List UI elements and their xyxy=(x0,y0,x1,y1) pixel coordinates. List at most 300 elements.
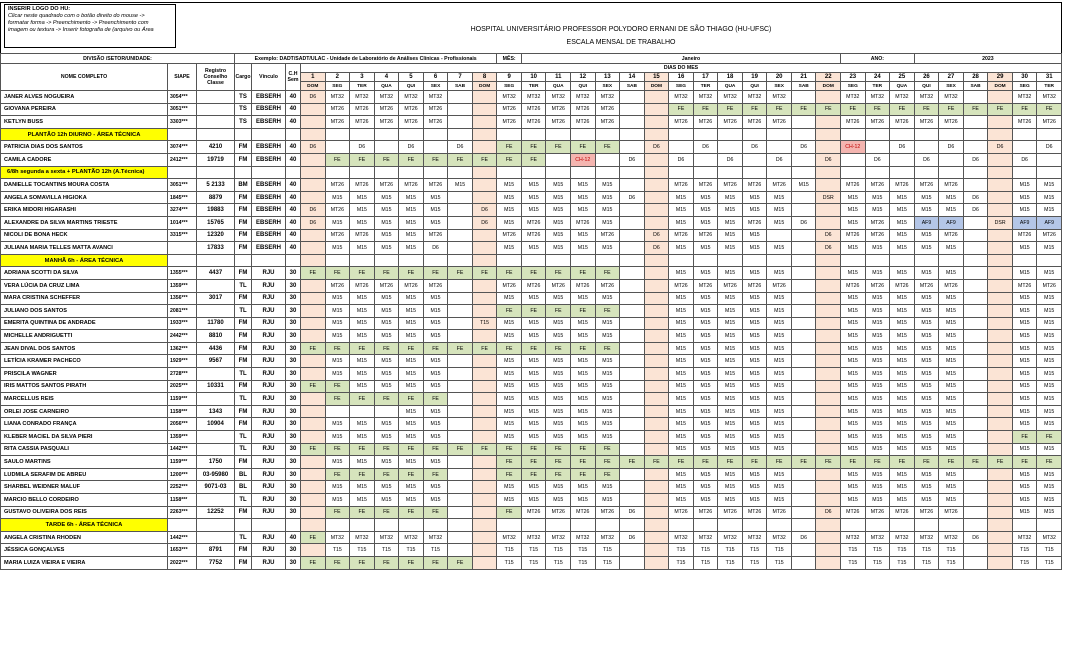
shift-cell-day-24[interactable]: M15 xyxy=(865,431,890,444)
shift-cell-day-21[interactable] xyxy=(791,431,816,444)
shift-cell-day-12[interactable]: FE xyxy=(571,443,596,456)
shift-cell-day-9[interactable]: M15 xyxy=(497,330,522,343)
shift-cell-day-26[interactable]: T15 xyxy=(914,544,939,557)
siape-cell[interactable]: 3315*** xyxy=(168,229,197,242)
cargo-cell[interactable]: FM xyxy=(235,292,252,305)
shift-cell-day-4[interactable]: M15 xyxy=(374,204,399,217)
shift-cell-day-31[interactable]: M15 xyxy=(1037,468,1062,481)
shift-cell-day-25[interactable]: T15 xyxy=(890,556,915,569)
shift-cell-day-31[interactable]: M15 xyxy=(1037,242,1062,255)
shift-cell-day-24[interactable]: M15 xyxy=(865,292,890,305)
employee-name[interactable]: SAULO MARTINS xyxy=(1,456,168,469)
shift-cell-day-6[interactable] xyxy=(423,141,448,154)
cargo-cell[interactable]: TL xyxy=(235,305,252,318)
shift-cell-day-18[interactable] xyxy=(718,141,743,154)
shift-cell-day-17[interactable]: MT26 xyxy=(693,116,718,129)
shift-cell-day-23[interactable]: M15 xyxy=(841,216,866,229)
shift-cell-day-11[interactable]: MT32 xyxy=(546,91,571,104)
shift-cell-day-3[interactable]: MT26 xyxy=(350,229,375,242)
shift-cell-day-18[interactable]: M15 xyxy=(718,393,743,406)
shift-cell-day-7[interactable]: D6 xyxy=(448,141,473,154)
workload-cell[interactable]: 40 xyxy=(286,242,301,255)
shift-cell-day-12[interactable]: M15 xyxy=(571,393,596,406)
shift-cell-day-3[interactable]: T15 xyxy=(350,544,375,557)
workload-cell[interactable]: 40 xyxy=(286,153,301,166)
shift-cell-day-12[interactable]: M15 xyxy=(571,355,596,368)
shift-cell-day-16[interactable]: MT26 xyxy=(669,506,694,519)
shift-cell-day-8[interactable] xyxy=(472,418,497,431)
shift-cell-day-3[interactable]: MT26 xyxy=(350,103,375,116)
workload-cell[interactable]: 30 xyxy=(286,393,301,406)
employee-name[interactable]: JEAN DIVAL DOS SANTOS xyxy=(1,342,168,355)
shift-cell-day-21[interactable]: FE xyxy=(791,103,816,116)
shift-cell-day-13[interactable]: M15 xyxy=(595,330,620,343)
shift-cell-day-5[interactable]: M15 xyxy=(399,305,424,318)
shift-cell-day-17[interactable]: D6 xyxy=(693,141,718,154)
shift-cell-day-9[interactable]: M15 xyxy=(497,355,522,368)
shift-cell-day-14[interactable]: D6 xyxy=(620,506,645,519)
shift-cell-day-30[interactable]: M15 xyxy=(1012,305,1037,318)
shift-cell-day-15[interactable] xyxy=(644,481,669,494)
shift-cell-day-12[interactable]: MT26 xyxy=(571,506,596,519)
shift-cell-day-8[interactable] xyxy=(472,368,497,381)
shift-cell-day-7[interactable] xyxy=(448,204,473,217)
shift-cell-day-19[interactable]: M15 xyxy=(742,342,767,355)
shift-cell-day-1[interactable] xyxy=(301,393,326,406)
employee-name[interactable]: MARCIO BELLO CORDEIRO xyxy=(1,494,168,507)
shift-cell-day-26[interactable]: M15 xyxy=(914,229,939,242)
shift-cell-day-9[interactable]: FE xyxy=(497,443,522,456)
shift-cell-day-14[interactable]: D6 xyxy=(620,191,645,204)
shift-cell-day-25[interactable]: MT26 xyxy=(890,116,915,129)
shift-cell-day-28[interactable] xyxy=(963,330,988,343)
shift-cell-day-14[interactable] xyxy=(620,418,645,431)
shift-cell-day-12[interactable]: M15 xyxy=(571,380,596,393)
shift-cell-day-6[interactable]: M15 xyxy=(423,204,448,217)
shift-cell-day-13[interactable]: M15 xyxy=(595,292,620,305)
shift-cell-day-3[interactable]: M15 xyxy=(350,456,375,469)
shift-cell-day-29[interactable] xyxy=(988,531,1013,544)
shift-cell-day-1[interactable]: D6 xyxy=(301,141,326,154)
shift-cell-day-7[interactable] xyxy=(448,393,473,406)
shift-cell-day-4[interactable]: MT26 xyxy=(374,103,399,116)
shift-cell-day-15[interactable] xyxy=(644,267,669,280)
shift-cell-day-24[interactable]: MT26 xyxy=(865,279,890,292)
shift-cell-day-20[interactable]: MT26 xyxy=(767,179,792,192)
shift-cell-day-22[interactable] xyxy=(816,292,841,305)
workload-cell[interactable]: 40 xyxy=(286,179,301,192)
shift-cell-day-7[interactable]: FE xyxy=(448,556,473,569)
shift-cell-day-21[interactable] xyxy=(791,405,816,418)
registro-cell[interactable] xyxy=(197,443,235,456)
shift-cell-day-22[interactable] xyxy=(816,368,841,381)
shift-cell-day-20[interactable]: MT26 xyxy=(767,116,792,129)
shift-cell-day-19[interactable]: T15 xyxy=(742,556,767,569)
shift-cell-day-29[interactable] xyxy=(988,153,1013,166)
workload-cell[interactable]: 30 xyxy=(286,506,301,519)
shift-cell-day-30[interactable]: M15 xyxy=(1012,267,1037,280)
shift-cell-day-19[interactable]: D6 xyxy=(742,141,767,154)
shift-cell-day-9[interactable]: MT32 xyxy=(497,91,522,104)
workload-cell[interactable]: 30 xyxy=(286,456,301,469)
shift-cell-day-23[interactable]: M15 xyxy=(841,305,866,318)
shift-cell-day-18[interactable]: MT26 xyxy=(718,279,743,292)
shift-cell-day-3[interactable]: MT26 xyxy=(350,279,375,292)
shift-cell-day-11[interactable]: M15 xyxy=(546,229,571,242)
shift-cell-day-13[interactable]: M15 xyxy=(595,431,620,444)
shift-cell-day-26[interactable]: M15 xyxy=(914,393,939,406)
shift-cell-day-16[interactable]: M15 xyxy=(669,292,694,305)
shift-cell-day-17[interactable]: M15 xyxy=(693,305,718,318)
shift-cell-day-27[interactable]: M15 xyxy=(939,368,964,381)
shift-cell-day-14[interactable]: D6 xyxy=(620,153,645,166)
workload-cell[interactable]: 40 xyxy=(286,116,301,129)
employee-name[interactable]: ORLEI JOSE CARNEIRO xyxy=(1,405,168,418)
shift-cell-day-18[interactable]: MT26 xyxy=(718,506,743,519)
shift-cell-day-29[interactable] xyxy=(988,368,1013,381)
shift-cell-day-13[interactable]: M15 xyxy=(595,204,620,217)
shift-cell-day-6[interactable]: FE xyxy=(423,468,448,481)
shift-cell-day-11[interactable]: MT26 xyxy=(546,103,571,116)
shift-cell-day-24[interactable]: M15 xyxy=(865,494,890,507)
shift-cell-day-30[interactable]: M15 xyxy=(1012,468,1037,481)
shift-cell-day-12[interactable]: M15 xyxy=(571,368,596,381)
shift-cell-day-2[interactable]: M15 xyxy=(325,494,350,507)
shift-cell-day-27[interactable]: MT26 xyxy=(939,179,964,192)
shift-cell-day-21[interactable]: D6 xyxy=(791,141,816,154)
shift-cell-day-25[interactable]: M15 xyxy=(890,468,915,481)
shift-cell-day-17[interactable]: M15 xyxy=(693,393,718,406)
shift-cell-day-29[interactable] xyxy=(988,292,1013,305)
workload-cell[interactable]: 40 xyxy=(286,191,301,204)
employee-name[interactable]: LUDMILA SERAFIM DE ABREU xyxy=(1,468,168,481)
shift-cell-day-16[interactable]: M15 xyxy=(669,342,694,355)
shift-cell-day-7[interactable] xyxy=(448,380,473,393)
shift-cell-day-25[interactable]: M15 xyxy=(890,191,915,204)
shift-cell-day-12[interactable]: T15 xyxy=(571,544,596,557)
shift-cell-day-5[interactable]: M15 xyxy=(399,204,424,217)
shift-cell-day-6[interactable]: FE xyxy=(423,443,448,456)
shift-cell-day-19[interactable]: MT32 xyxy=(742,91,767,104)
shift-cell-day-29[interactable] xyxy=(988,91,1013,104)
registro-cell[interactable]: 1343 xyxy=(197,405,235,418)
shift-cell-day-8[interactable] xyxy=(472,481,497,494)
workload-cell[interactable]: 30 xyxy=(286,292,301,305)
vinculo-cell[interactable]: RJU xyxy=(252,481,286,494)
shift-cell-day-20[interactable]: D6 xyxy=(767,153,792,166)
shift-cell-day-1[interactable]: FE xyxy=(301,380,326,393)
vinculo-cell[interactable]: RJU xyxy=(252,405,286,418)
shift-cell-day-5[interactable]: MT32 xyxy=(399,91,424,104)
shift-cell-day-22[interactable] xyxy=(816,443,841,456)
shift-cell-day-9[interactable]: FE xyxy=(497,456,522,469)
cargo-cell[interactable]: FM xyxy=(235,317,252,330)
shift-cell-day-3[interactable]: FE xyxy=(350,393,375,406)
shift-cell-day-10[interactable]: MT26 xyxy=(521,116,546,129)
shift-cell-day-11[interactable]: M15 xyxy=(546,494,571,507)
shift-cell-day-26[interactable]: M15 xyxy=(914,494,939,507)
shift-cell-day-26[interactable]: M15 xyxy=(914,355,939,368)
shift-cell-day-13[interactable]: FE xyxy=(595,305,620,318)
shift-cell-day-15[interactable] xyxy=(644,153,669,166)
workload-cell[interactable]: 40 xyxy=(286,229,301,242)
shift-cell-day-22[interactable] xyxy=(816,494,841,507)
shift-cell-day-8[interactable]: FE xyxy=(472,443,497,456)
shift-cell-day-27[interactable]: M15 xyxy=(939,468,964,481)
shift-cell-day-25[interactable]: M15 xyxy=(890,317,915,330)
shift-cell-day-5[interactable]: M15 xyxy=(399,368,424,381)
shift-cell-day-21[interactable] xyxy=(791,292,816,305)
shift-cell-day-8[interactable] xyxy=(472,292,497,305)
vinculo-cell[interactable]: EBSERH xyxy=(252,116,286,129)
shift-cell-day-13[interactable]: MT26 xyxy=(595,229,620,242)
shift-cell-day-8[interactable] xyxy=(472,506,497,519)
shift-cell-day-27[interactable]: MT26 xyxy=(939,116,964,129)
shift-cell-day-16[interactable]: D6 xyxy=(669,153,694,166)
shift-cell-day-2[interactable]: M15 xyxy=(325,431,350,444)
siape-cell[interactable]: 3051*** xyxy=(168,103,197,116)
shift-cell-day-20[interactable]: FE xyxy=(767,103,792,116)
shift-cell-day-19[interactable] xyxy=(742,153,767,166)
shift-cell-day-19[interactable]: M15 xyxy=(742,418,767,431)
shift-cell-day-28[interactable] xyxy=(963,179,988,192)
shift-cell-day-16[interactable]: T15 xyxy=(669,544,694,557)
registro-cell[interactable]: 15765 xyxy=(197,216,235,229)
shift-cell-day-31[interactable]: M15 xyxy=(1037,380,1062,393)
shift-cell-day-25[interactable]: M15 xyxy=(890,431,915,444)
shift-cell-day-14[interactable] xyxy=(620,368,645,381)
shift-cell-day-4[interactable]: M15 xyxy=(374,368,399,381)
shift-cell-day-15[interactable] xyxy=(644,431,669,444)
shift-cell-day-19[interactable]: M15 xyxy=(742,368,767,381)
shift-cell-day-15[interactable] xyxy=(644,292,669,305)
shift-cell-day-20[interactable]: M15 xyxy=(767,418,792,431)
shift-cell-day-29[interactable] xyxy=(988,443,1013,456)
shift-cell-day-23[interactable]: M15 xyxy=(841,242,866,255)
shift-cell-day-1[interactable]: D6 xyxy=(301,216,326,229)
shift-cell-day-20[interactable]: M15 xyxy=(767,191,792,204)
shift-cell-day-9[interactable]: T15 xyxy=(497,544,522,557)
shift-cell-day-25[interactable]: M15 xyxy=(890,443,915,456)
shift-cell-day-12[interactable]: M15 xyxy=(571,179,596,192)
shift-cell-day-2[interactable]: M15 xyxy=(325,317,350,330)
shift-cell-day-7[interactable] xyxy=(448,103,473,116)
shift-cell-day-3[interactable]: MT32 xyxy=(350,91,375,104)
shift-cell-day-17[interactable]: M15 xyxy=(693,216,718,229)
shift-cell-day-23[interactable]: M15 xyxy=(841,418,866,431)
shift-cell-day-18[interactable]: FE xyxy=(718,456,743,469)
shift-cell-day-4[interactable]: FE xyxy=(374,468,399,481)
registro-cell[interactable]: 10331 xyxy=(197,380,235,393)
shift-cell-day-22[interactable]: D6 xyxy=(816,242,841,255)
shift-cell-day-12[interactable]: M15 xyxy=(571,292,596,305)
shift-cell-day-28[interactable] xyxy=(963,494,988,507)
shift-cell-day-13[interactable]: M15 xyxy=(595,191,620,204)
shift-cell-day-16[interactable]: MT26 xyxy=(669,179,694,192)
shift-cell-day-14[interactable] xyxy=(620,494,645,507)
shift-cell-day-31[interactable]: MT32 xyxy=(1037,531,1062,544)
shift-cell-day-27[interactable]: T15 xyxy=(939,544,964,557)
shift-cell-day-1[interactable] xyxy=(301,418,326,431)
shift-cell-day-14[interactable]: FE xyxy=(620,456,645,469)
shift-cell-day-21[interactable] xyxy=(791,481,816,494)
siape-cell[interactable]: 1653*** xyxy=(168,544,197,557)
shift-cell-day-9[interactable]: M15 xyxy=(497,216,522,229)
cargo-cell[interactable]: BM xyxy=(235,179,252,192)
registro-cell[interactable]: 9567 xyxy=(197,355,235,368)
cargo-cell[interactable]: FM xyxy=(235,204,252,217)
shift-cell-day-10[interactable]: M15 xyxy=(521,330,546,343)
shift-cell-day-21[interactable] xyxy=(791,368,816,381)
shift-cell-day-9[interactable]: FE xyxy=(497,468,522,481)
shift-cell-day-5[interactable]: M15 xyxy=(399,405,424,418)
vinculo-cell[interactable]: RJU xyxy=(252,544,286,557)
shift-cell-day-14[interactable] xyxy=(620,242,645,255)
shift-cell-day-31[interactable]: M15 xyxy=(1037,292,1062,305)
shift-cell-day-21[interactable] xyxy=(791,544,816,557)
shift-cell-day-15[interactable] xyxy=(644,204,669,217)
shift-cell-day-3[interactable]: FE xyxy=(350,153,375,166)
shift-cell-day-13[interactable]: FE xyxy=(595,468,620,481)
shift-cell-day-27[interactable]: M15 xyxy=(939,305,964,318)
shift-cell-day-19[interactable]: MT26 xyxy=(742,506,767,519)
shift-cell-day-1[interactable] xyxy=(301,481,326,494)
shift-cell-day-3[interactable]: M15 xyxy=(350,292,375,305)
employee-name[interactable]: ALEXANDRE DA SILVA MARTINS TRIESTE xyxy=(1,216,168,229)
shift-cell-day-28[interactable]: D6 xyxy=(963,153,988,166)
shift-cell-day-12[interactable]: M15 xyxy=(571,481,596,494)
shift-cell-day-5[interactable]: M15 xyxy=(399,292,424,305)
shift-cell-day-29[interactable] xyxy=(988,468,1013,481)
shift-cell-day-13[interactable]: FE xyxy=(595,443,620,456)
siape-cell[interactable]: 1158*** xyxy=(168,405,197,418)
shift-cell-day-31[interactable]: M15 xyxy=(1037,494,1062,507)
cargo-cell[interactable]: TL xyxy=(235,443,252,456)
cargo-cell[interactable]: FM xyxy=(235,153,252,166)
shift-cell-day-20[interactable]: M15 xyxy=(767,405,792,418)
shift-cell-day-24[interactable]: D6 xyxy=(865,153,890,166)
shift-cell-day-31[interactable]: MT26 xyxy=(1037,116,1062,129)
shift-cell-day-25[interactable]: M15 xyxy=(890,305,915,318)
shift-cell-day-28[interactable] xyxy=(963,481,988,494)
vinculo-cell[interactable]: EBSERH xyxy=(252,91,286,104)
shift-cell-day-24[interactable]: MT26 xyxy=(865,506,890,519)
shift-cell-day-30[interactable]: FE xyxy=(1012,431,1037,444)
shift-cell-day-31[interactable]: M15 xyxy=(1037,506,1062,519)
shift-cell-day-18[interactable]: M15 xyxy=(718,191,743,204)
shift-cell-day-23[interactable]: MT26 xyxy=(841,506,866,519)
shift-cell-day-27[interactable]: M15 xyxy=(939,267,964,280)
shift-cell-day-8[interactable] xyxy=(472,330,497,343)
registro-cell[interactable] xyxy=(197,91,235,104)
shift-cell-day-15[interactable] xyxy=(644,305,669,318)
registro-cell[interactable] xyxy=(197,431,235,444)
workload-cell[interactable]: 30 xyxy=(286,481,301,494)
workload-cell[interactable]: 40 xyxy=(286,91,301,104)
shift-cell-day-9[interactable]: M15 xyxy=(497,405,522,418)
shift-cell-day-24[interactable]: M15 xyxy=(865,204,890,217)
shift-cell-day-12[interactable]: M15 xyxy=(571,229,596,242)
shift-cell-day-10[interactable]: M15 xyxy=(521,204,546,217)
shift-cell-day-25[interactable]: M15 xyxy=(890,216,915,229)
shift-cell-day-30[interactable]: MT26 xyxy=(1012,279,1037,292)
shift-cell-day-1[interactable] xyxy=(301,431,326,444)
shift-cell-day-22[interactable] xyxy=(816,468,841,481)
shift-cell-day-26[interactable]: M15 xyxy=(914,380,939,393)
shift-cell-day-31[interactable]: M15 xyxy=(1037,405,1062,418)
shift-cell-day-29[interactable] xyxy=(988,279,1013,292)
shift-cell-day-26[interactable]: T15 xyxy=(914,556,939,569)
logo-placeholder-box[interactable] xyxy=(4,4,176,48)
shift-cell-day-26[interactable]: M15 xyxy=(914,468,939,481)
shift-cell-day-5[interactable]: M15 xyxy=(399,216,424,229)
shift-cell-day-5[interactable]: MT26 xyxy=(399,179,424,192)
shift-cell-day-29[interactable] xyxy=(988,544,1013,557)
shift-cell-day-10[interactable]: FE xyxy=(521,456,546,469)
workload-cell[interactable]: 40 xyxy=(286,204,301,217)
shift-cell-day-31[interactable]: M15 xyxy=(1037,481,1062,494)
shift-cell-day-11[interactable]: M15 xyxy=(546,292,571,305)
shift-cell-day-29[interactable]: FE xyxy=(988,103,1013,116)
siape-cell[interactable]: 2056*** xyxy=(168,418,197,431)
shift-cell-day-17[interactable]: M15 xyxy=(693,292,718,305)
shift-cell-day-16[interactable]: M15 xyxy=(669,191,694,204)
shift-cell-day-16[interactable]: M15 xyxy=(669,393,694,406)
shift-cell-day-18[interactable]: M15 xyxy=(718,292,743,305)
shift-cell-day-2[interactable]: MT26 xyxy=(325,204,350,217)
shift-cell-day-7[interactable] xyxy=(448,292,473,305)
shift-cell-day-6[interactable]: M15 xyxy=(423,330,448,343)
shift-cell-day-4[interactable]: FE xyxy=(374,443,399,456)
shift-cell-day-8[interactable] xyxy=(472,380,497,393)
shift-cell-day-15[interactable] xyxy=(644,330,669,343)
shift-cell-day-7[interactable]: M15 xyxy=(448,179,473,192)
shift-cell-day-20[interactable]: M15 xyxy=(767,330,792,343)
shift-cell-day-29[interactable] xyxy=(988,267,1013,280)
shift-cell-day-4[interactable]: M15 xyxy=(374,292,399,305)
shift-cell-day-4[interactable]: M15 xyxy=(374,216,399,229)
shift-cell-day-11[interactable]: FE xyxy=(546,342,571,355)
shift-cell-day-10[interactable]: MT26 xyxy=(521,216,546,229)
shift-cell-day-29[interactable]: D6 xyxy=(988,141,1013,154)
shift-cell-day-20[interactable]: MT26 xyxy=(767,279,792,292)
shift-cell-day-6[interactable]: M15 xyxy=(423,405,448,418)
shift-cell-day-12[interactable]: M15 xyxy=(571,431,596,444)
shift-cell-day-30[interactable]: M15 xyxy=(1012,179,1037,192)
shift-cell-day-19[interactable]: M15 xyxy=(742,317,767,330)
shift-cell-day-18[interactable]: M15 xyxy=(718,330,743,343)
shift-cell-day-24[interactable]: M15 xyxy=(865,405,890,418)
shift-cell-day-11[interactable]: M15 xyxy=(546,368,571,381)
shift-cell-day-8[interactable]: FE xyxy=(472,153,497,166)
shift-cell-day-19[interactable]: T15 xyxy=(742,544,767,557)
shift-cell-day-2[interactable]: FE xyxy=(325,342,350,355)
shift-cell-day-27[interactable]: M15 xyxy=(939,443,964,456)
shift-cell-day-6[interactable]: M15 xyxy=(423,305,448,318)
shift-cell-day-18[interactable]: M15 xyxy=(718,305,743,318)
shift-cell-day-29[interactable]: FE xyxy=(988,456,1013,469)
shift-cell-day-1[interactable] xyxy=(301,544,326,557)
siape-cell[interactable]: 1158*** xyxy=(168,494,197,507)
registro-cell[interactable]: 12320 xyxy=(197,229,235,242)
shift-cell-day-24[interactable]: M15 xyxy=(865,481,890,494)
shift-cell-day-5[interactable]: FE xyxy=(399,267,424,280)
shift-cell-day-13[interactable]: M15 xyxy=(595,242,620,255)
shift-cell-day-2[interactable]: M15 xyxy=(325,368,350,381)
shift-cell-day-24[interactable]: M15 xyxy=(865,305,890,318)
shift-cell-day-7[interactable] xyxy=(448,355,473,368)
shift-cell-day-2[interactable]: FE xyxy=(325,556,350,569)
